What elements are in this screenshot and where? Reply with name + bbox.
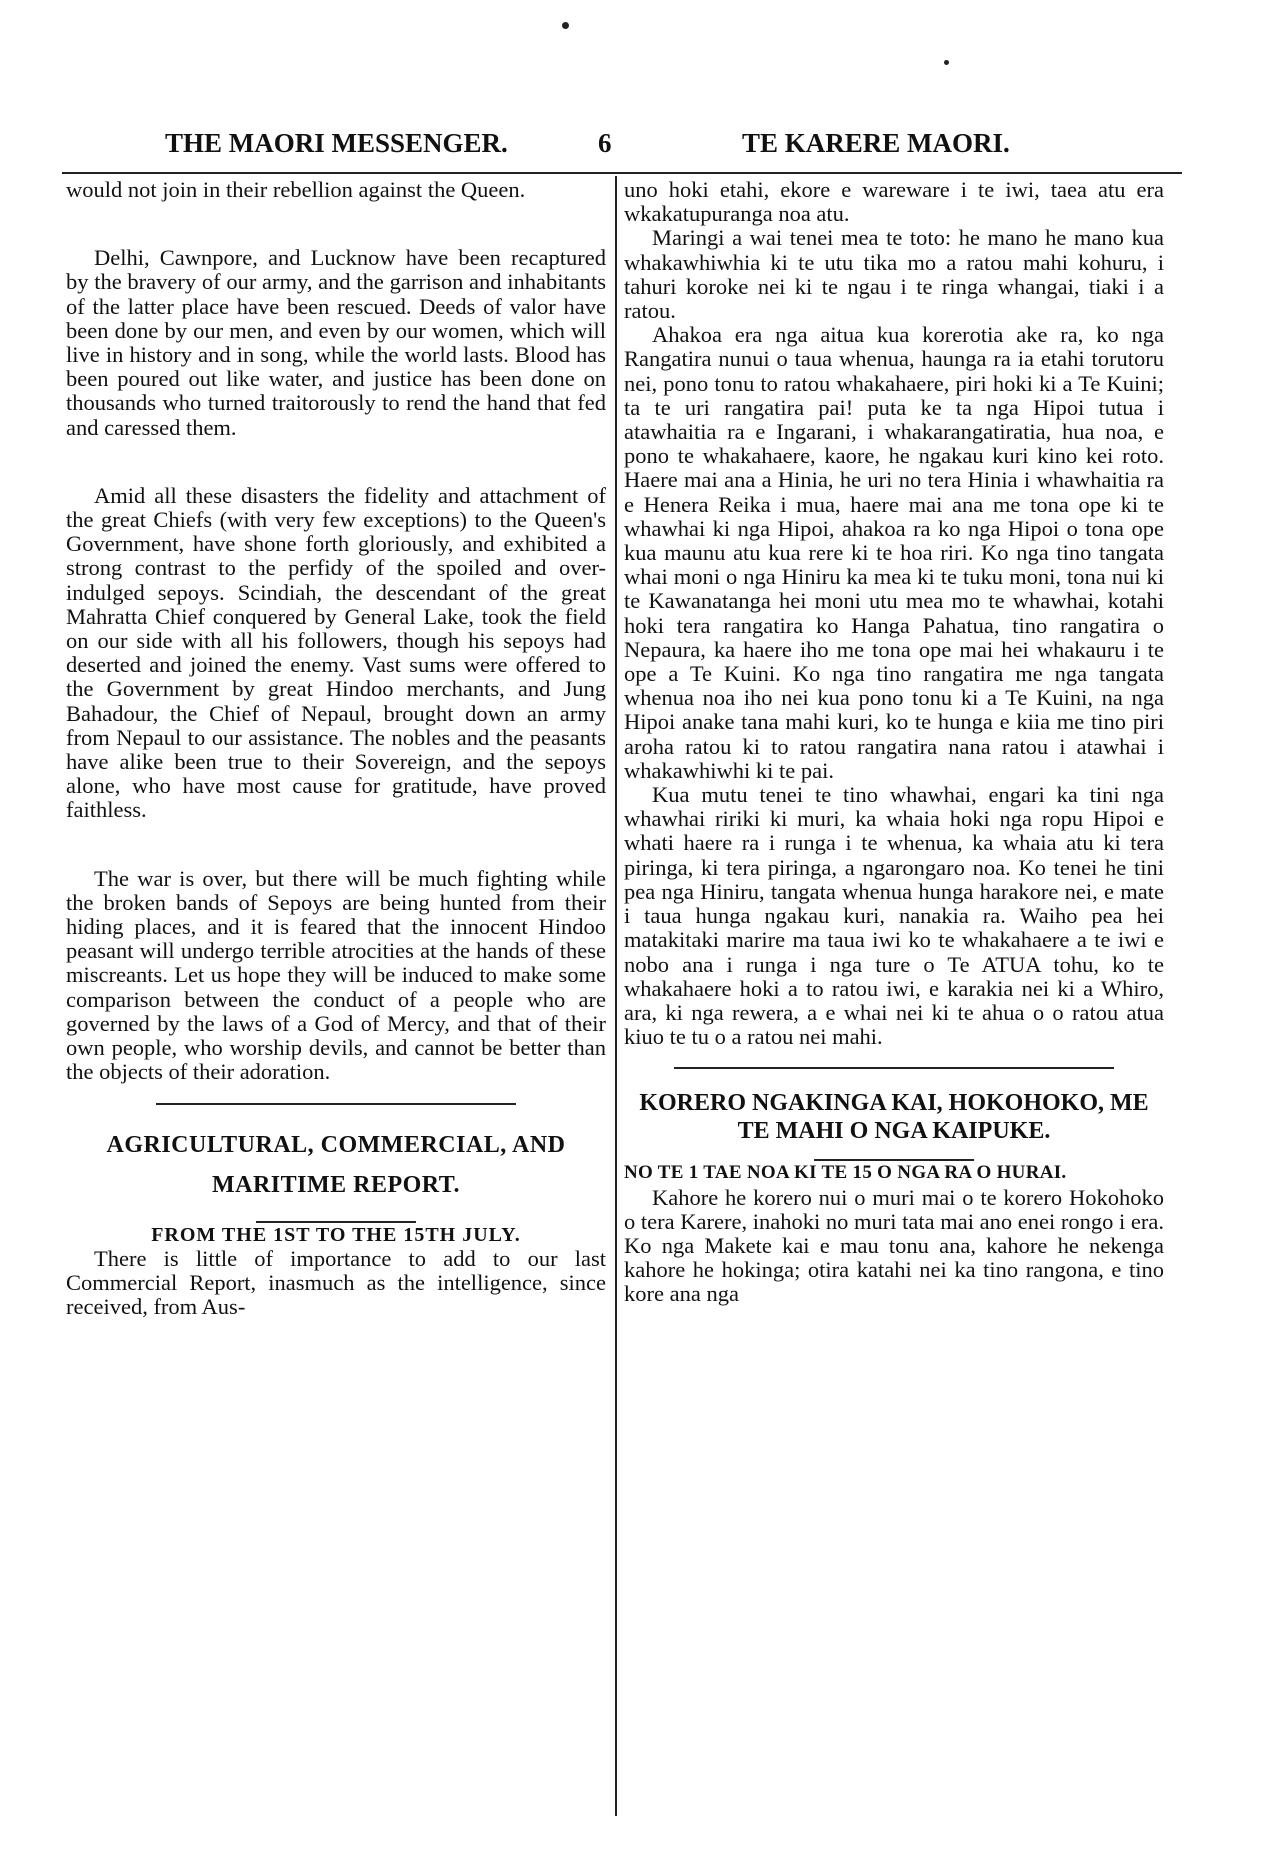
header-maori-title: TE KARERE MAORI. <box>742 128 1010 158</box>
section-subheading: NO TE 1 TAE NOA KI TE 15 O NGA RA O HURAI. <box>624 1162 1067 1184</box>
paragraph: Kua mutu tenei te tino whawhai, engari ka tini nga whawhai ririki ki muri, ka whaia hoki nga ropu Hipoi e whati haere ra i runga i te whenua, ka whaia atu ki tera piringa, ki tera piringa, a ngarongaro noa. Ko tenei he tini pea nga Hiniru, tangata whenua hunga harakore nei, e mate i taua hunga ngakau kuri, nanakia ra. Waiho pea hei matakitaki marire ma taua iwi ko te whakahaere a te iwi e nobo ana i runga i nga ture o Te ATUA tohu, ko te whakahaere hoki a to ratou iwi, e karakia nei ki a Whiro, ara, ki nga rewera, a e whai nei ki te ahua o o ratou atua kiuo te tu o a ratou nei mahi. <box>624 782 1164 1050</box>
paragraph: Kahore he korero nui o muri mai o te korero Hokohoko o tera Karere, inahoki no muri tata mai ano enei rongo i era. Ko nga Makete kai e mau tonu ana, kahore he nekenga kahore he hokinga; otira katahi nei ka tino rangona, e tino kore ana nga <box>624 1184 1164 1307</box>
section-subheading: FROM THE 1ST TO THE 15TH JULY. <box>151 1223 521 1246</box>
page-header <box>60 128 1180 168</box>
header-english-title: THE MAORI MESSENGER. <box>165 128 508 158</box>
print-speck <box>562 22 569 29</box>
paragraph: Ahakoa era nga aitua kua korerotia ake ra, ko nga Rangatira nunui o taua whenua, haunga ra ia etahi torutoru nei, pono tonu to ratou whakahaere, piri hoki ki a Te Kuini; ta te uri rangatira pai! puta ke ta nga Hipoi tutua i atawhaitia ra e Ingarani, i whakarangatiratia, hua noa, e pono te whakahaere, kaore, he ngakau kuri kino kei roto. Haere mai ana a Hinia, he uri no tera Hinia i whawhaitia ra e Henera Reika i mua, haere mai ana me tona ope ki te whawhai ki nga Hipoi, ahakoa ra ko nga Hipoi o tona ope kua maunu atu kua rere ki te hoa riri. Ko nga tino tangata whai moni o nga Hiniru ka mea ki te tuku moni, tona nui ki te Kawanatanga hei moni utu mea mo te whawhai, kotahi hoki tera rangatira ko Hanga Pahatua, tino rangatira o Nepaura, ka haere iho me tona ope mai hei whakauru i te ope a Te Kuini. Ko nga tino rangatira me nga tangata whenua noa iho nei kua pono tonu ki a Te Kuini, na nga Hipoi anake tana mahi kuri, ko te hunga e kiia me tino piri aroha ratou ki to ratou rangatira nana ratou i atawhai i whakawhiwhi ki te pai. <box>624 322 1164 783</box>
column-divider <box>615 176 617 1816</box>
paragraph: The war is over, but there will be much fighting while the broken bands of Sepoys are being hunted from their hiding places, and it is feared that the innocent Hindoo peasant will undergo terrible atrocities at the hands of these miscreants. Let us hope they will be induced to make some comparison between the conduct of a people who are governed by the laws of a God of Mercy, and that of their own people, who worship devils, and cannot be better than the objects of their adoration. <box>66 865 606 1085</box>
page-number: 6 <box>598 128 612 158</box>
section-rule <box>674 1067 1114 1069</box>
paragraph: uno hoki etahi, ekore e wareware i te iwi, taea atu era wkakatupuranga noa atu. <box>624 177 1164 227</box>
section-heading: KORERO NGAKINGA KAI, HOKOHOKO, ME TE MAHI O NGA KAIPUKE. <box>639 1090 1149 1145</box>
section-rule <box>156 1103 516 1105</box>
paragraph: Maringi a wai tenei mea te toto: he mano he mano kua whakawhiwhia ki te utu tika mo a ratou mahi kohuru, i tahuri koroke nei ki te ngau i te ringa whangai, tiaki i a ratou. <box>624 225 1164 324</box>
english-column <box>66 178 606 1319</box>
paragraph: would not join in their rebellion against the Queen. <box>66 177 526 202</box>
maori-column <box>624 178 1164 1307</box>
header-rule <box>62 172 1182 174</box>
section-heading: AGRICULTURAL, COMMERCIAL, AND MARITIME REPORT. <box>106 1131 566 1198</box>
paragraph: Delhi, Cawnpore, and Lucknow have been recaptured by the bravery of our army, and the garrison and inhabitants of the latter place have been rescued. Deeds of valor have been done by our men, and even by our women, which will live in history and in song, while the world lasts. Blood has been poured out like water, and justice has been done on thousands who turned traitorously to rend the hand that fed and caressed them. <box>66 245 606 440</box>
paragraph: There is little of importance to add to our last Commercial Report, inasmuch as the intelligence, since received, from Aus- <box>66 1245 606 1320</box>
print-speck <box>944 60 949 65</box>
paragraph: Amid all these disasters the fidelity and attachment of the great Chiefs (with very few exceptions) to the Queen's Government, have shone forth gloriously, and exhibited a strong contrast to the perfidy of the spoiled and over-indulged sepoys. Scindiah, the descendant of the great Mahratta Chief conquered by General Lake, took the field on our side with all his followers, though his sepoys had deserted and joined the enemy. Vast sums were offered to the Government by great Hindoo merchants, and Jung Bahadour, the Chief of Nepaul, brought down an army from Nepaul to our assistance. The nobles and the peasants have alike been true to their Sovereign, and the sepoys alone, who have most cause for gratitude, have proved faithless. <box>66 482 606 823</box>
